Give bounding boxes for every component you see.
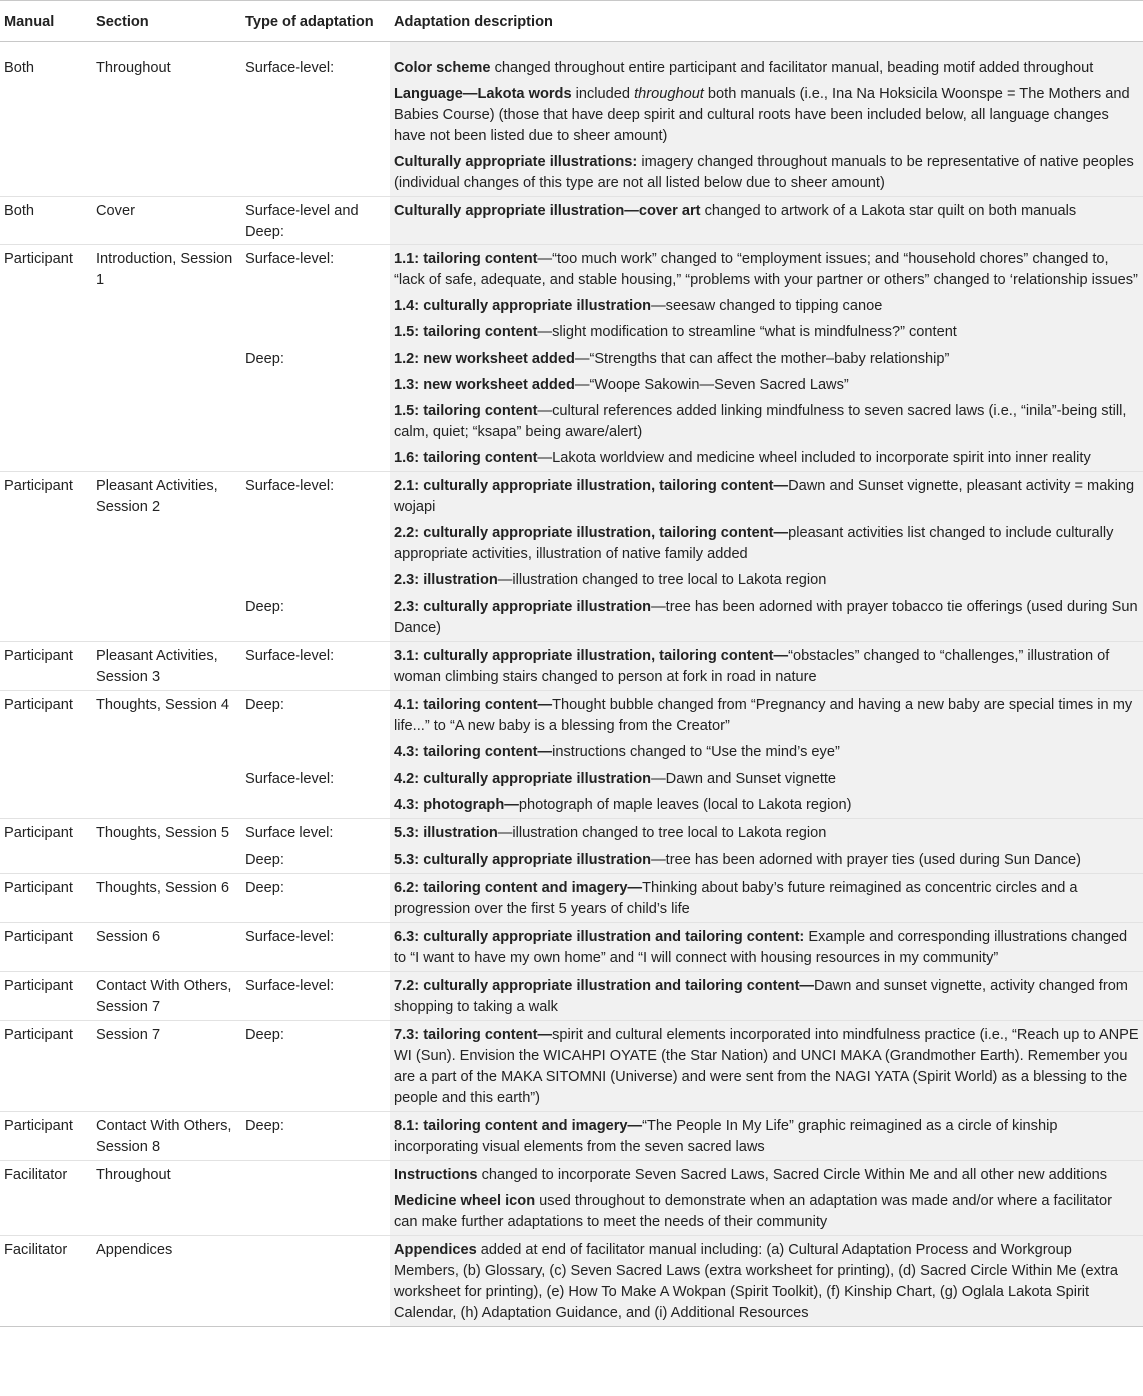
description-text: —illustration changed to tree local to Lakota region [497,572,827,588]
description-heading: 1.2: new worksheet added [394,351,575,367]
cell-description [390,197,1143,245]
table-row [0,1021,1143,1112]
description-text: added at end of facilitator manual including: (a) Cultural Adaptation Process and Workgroup Members, (b) Glossary, (c) Seven Sacred Laws (extra worksheet for printing), (d) Sacred Circle Within Me (extra worksheet for printing), (e) How To Make A Wokpan (Spirit Toolkit), (f) Kinship Chart, (g) Oglala Lakota Spirit Calendar, (h) Adaptation Guidance, and (i) Additional Resources [394,1242,1118,1321]
description-item [394,769,1139,790]
table-row [0,846,1143,874]
table-row [0,245,1143,346]
cell-type: Surface-level: [245,771,335,787]
description-text: —tree has been adorned with prayer ties (used during Sun Dance) [651,852,1082,868]
table-row [0,972,1143,1021]
cell-type: Deep: [241,1021,390,1112]
cell-section: Introduction, Session 1 [92,245,241,346]
cell-manual: Participant [0,1021,92,1112]
table-row [0,345,1143,472]
cell-description [390,1236,1143,1327]
description-heading: 2.2: culturally appropriate illustration, tailoring content— [394,525,789,541]
description-item [394,795,1139,816]
cell-description [390,642,1143,691]
cell-section: Throughout [96,60,171,76]
description-heading: Instructions [394,1167,478,1183]
description-heading: Color scheme [394,60,491,76]
cell-section: Cover [92,197,241,245]
cell-manual: Participant [0,972,92,1021]
description-item [394,375,1139,396]
description-text: imagery changed throughout manuals to be representative of native peoples (individual changes of this type are not all listed below due to sheer amount) [394,154,1134,191]
header-manual: Manual [0,1,92,42]
cell-manual: Participant [0,642,92,691]
description-text: included [571,86,635,102]
header-description: Adaptation description [390,1,1143,42]
cell-description [390,1021,1143,1112]
table-row [0,1161,1143,1236]
cell-description [390,691,1143,766]
cell-type [241,1161,390,1236]
description-item [394,476,1139,518]
description-heading: 2.3: culturally appropriate illustration [394,599,652,615]
cell-description [390,472,1143,594]
cell-type: Deep: [241,1112,390,1161]
cell-manual [0,345,92,472]
description-heading: 1.4: culturally appropriate illustration [394,298,652,314]
description-item [394,58,1139,79]
description-heading: 8.1: tailoring content and imagery— [394,1118,643,1134]
cell-type: Surface-level: [241,972,390,1021]
cell-section: Session 6 [92,923,241,972]
description-text: —Dawn and Sunset vignette [651,771,837,787]
cell-type [241,1236,390,1327]
cell-type: Deep: [241,874,390,923]
description-heading: Culturally appropriate illustration—cover art [394,203,701,219]
cell-type: Surface-level: [245,60,335,76]
table-row [0,1236,1143,1327]
cell-description [390,1112,1143,1161]
description-item [394,976,1139,1018]
description-heading: 2.1: culturally appropriate illustration, tailoring content— [394,478,789,494]
description-text: —“Strengths that can affect the mother–baby relationship” [574,351,950,367]
table-row [0,472,1143,594]
table-body [0,42,1143,1327]
header-type: Type of adaptation [241,1,390,42]
cell-section: Appendices [92,1236,241,1327]
description-text: spirit and cultural elements incorporated into mindfulness practice (i.e., “Reach up to ANPE WI (Sun). Envision the WICAHPI OYATE (the Star Nation) and UNCI MAKA (Grandmother Earth). Remember you are a part of the MAKA SITOMNI (Universe) and were sent from the NAGI YATA (Spirit World) as a blessing to the people and this earth”) [394,1027,1139,1106]
description-text: —tree has been adorned with prayer tobacco tie offerings (used during Sun Dance) [394,599,1138,636]
cell-type: Deep: [245,599,284,615]
cell-section [92,345,241,472]
cell-section [92,846,241,874]
description-text: pleasant activities list changed to include culturally appropriate activities, illustration of native family added [394,525,1114,562]
description-item [394,523,1139,565]
cell-section [92,593,241,642]
description-item [394,1191,1139,1233]
description-text: both manuals (i.e., Ina Na Hoksicila Woonspe = The Mothers and Babies Course) (those that have deep spirit and cultural roots have been included below, all language changes have not been listed due to sheer amount) [394,86,1130,144]
cell-type: Surface-level: [241,642,390,691]
description-item [394,322,1139,343]
description-text: used throughout to demonstrate when an adaptation was made and/or where a facilitator can make further adaptations to meet the needs of their community [394,1193,1112,1230]
description-emphasis: throughout [634,86,704,102]
description-heading: 4.3: photograph— [394,797,519,813]
cell-section: Thoughts, Session 5 [92,819,241,847]
description-item [394,152,1139,194]
description-text: Thinking about baby’s future reimagined as concentric circles and a progression over the first 5 years of child’s life [394,880,1078,917]
cell-type: Surface-level: [241,245,390,346]
cell-manual [0,846,92,874]
description-heading: Language—Lakota words [394,86,572,102]
table-row [0,819,1143,847]
description-item [394,1116,1139,1158]
cell-manual: Both [0,197,92,245]
cell-manual: Participant [0,1112,92,1161]
description-heading: 1.5: tailoring content [394,324,538,340]
description-text: —illustration changed to tree local to Lakota region [497,825,827,841]
cell-section: Pleasant Activities, Session 3 [92,642,241,691]
cell-type: Deep: [245,852,284,868]
description-text: —“too much work” changed to “employment issues; and “household chores” changed to, “lack of safe, adequate, and stable housing,” “problems with your partner or others” changed to ‘relationship issues” [394,251,1138,288]
table-row [0,593,1143,642]
description-text: instructions changed to “Use the mind’s eye” [552,744,840,760]
description-item [394,249,1139,291]
cell-manual: Facilitator [0,1161,92,1236]
description-heading: 1.6: tailoring content [394,450,538,466]
cell-type: Deep: [241,691,390,766]
description-item [394,597,1139,639]
description-item [394,201,1139,222]
description-heading: 2.3: illustration [394,572,498,588]
header-section: Section [92,1,241,42]
description-text: photograph of maple leaves (local to Lakota region) [518,797,852,813]
cell-section: Thoughts, Session 4 [92,691,241,766]
table-row [0,642,1143,691]
cell-manual: Both [4,60,35,76]
description-heading: 7.3: tailoring content— [394,1027,553,1043]
description-item [394,823,1139,844]
table-row [0,691,1143,766]
cell-description [390,874,1143,923]
cell-section: Thoughts, Session 6 [92,874,241,923]
description-text: changed to artwork of a Lakota star quilt on both manuals [700,203,1077,219]
cell-description [390,42,1143,197]
description-heading: 1.5: tailoring content [394,403,538,419]
description-heading: 4.3: tailoring content— [394,744,553,760]
description-heading: 6.3: culturally appropriate illustration and tailoring content: [394,929,805,945]
cell-description [390,972,1143,1021]
cell-description [390,245,1143,346]
cell-type: Deep: [245,351,284,367]
description-item [394,1025,1139,1109]
cell-type: Surface-level: [241,923,390,972]
description-heading: 5.3: illustration [394,825,498,841]
description-text: Thought bubble changed from “Pregnancy and having a new baby are special times in my life...” to “A new baby is a blessing from the Creator” [394,697,1133,734]
description-item [394,401,1139,443]
cell-section: Contact With Others, Session 7 [92,972,241,1021]
description-item [394,349,1139,370]
description-item [394,878,1139,920]
description-item [394,850,1139,871]
cell-manual: Facilitator [0,1236,92,1327]
description-item [394,570,1139,591]
description-text: Example and corresponding illustrations changed to “I want to have my own home” and “I will connect with housing resources in my community” [394,929,1128,966]
description-heading: 4.1: tailoring content— [394,697,553,713]
cell-type: Surface-level: [241,472,390,594]
header-row [0,1,1143,42]
cell-manual: Participant [0,819,92,847]
description-heading: Culturally appropriate illustrations: [394,154,638,170]
table-row [0,874,1143,923]
cell-manual: Participant [0,245,92,346]
description-item [394,448,1139,469]
cell-manual: Participant [0,691,92,766]
description-text: Dawn and sunset vignette, activity changed from shopping to taking a walk [394,978,1128,1015]
description-item [394,1240,1139,1324]
cell-description [390,345,1143,472]
cell-description [390,819,1143,847]
cell-section: Session 7 [92,1021,241,1112]
cell-description [390,923,1143,972]
description-heading: 7.2: culturally appropriate illustration and tailoring content— [394,978,815,994]
description-item [394,695,1139,737]
cell-manual: Participant [0,874,92,923]
cell-manual: Participant [0,923,92,972]
cell-section [92,765,241,819]
cell-type: Surface-level and Deep: [241,197,390,245]
cell-description [390,1161,1143,1236]
description-text: —slight modification to streamline “what is mindfulness?” content [537,324,957,340]
table-row [0,42,1143,197]
description-item [394,296,1139,317]
description-heading: 3.1: culturally appropriate illustration, tailoring content— [394,648,789,664]
table-row [0,923,1143,972]
table-row [0,765,1143,819]
cell-description [390,846,1143,874]
description-heading: 6.2: tailoring content and imagery— [394,880,643,896]
description-heading: 5.3: culturally appropriate illustration [394,852,652,868]
description-item [394,646,1139,688]
description-heading: 4.2: culturally appropriate illustration [394,771,652,787]
description-heading: Medicine wheel icon [394,1193,536,1209]
description-text: —Lakota worldview and medicine wheel included to incorporate spirit into inner reality [537,450,1091,466]
table-row [0,1112,1143,1161]
description-text: “The People In My Life” graphic reimagined as a circle of kinship incorporating visual elements from the seven sacred laws [394,1118,1058,1155]
cell-section: Pleasant Activities, Session 2 [92,472,241,594]
description-heading: 1.1: tailoring content [394,251,538,267]
cell-section: Contact With Others, Session 8 [92,1112,241,1161]
description-heading: 1.3: new worksheet added [394,377,575,393]
cell-description [390,765,1143,819]
description-item [394,1165,1139,1186]
cell-manual [0,765,92,819]
cell-manual [0,593,92,642]
cell-section: Throughout [92,1161,241,1236]
description-item [394,742,1139,763]
cell-description [390,593,1143,642]
description-text: changed to incorporate Seven Sacred Laws, Sacred Circle Within Me and all other new additions [477,1167,1108,1183]
description-text: —cultural references added linking mindfulness to seven sacred laws (i.e., “inila”-being still, calm, quiet; “ksapa” being aware/alert) [394,403,1127,440]
description-text: Dawn and Sunset vignette, pleasant activity = making wojapi [394,478,1135,515]
cell-manual: Participant [0,472,92,594]
description-text: —seesaw changed to tipping canoe [651,298,883,314]
description-item [394,84,1139,147]
description-text: changed throughout entire participant and facilitator manual, beading motif added throughout [490,60,1094,76]
cell-type: Surface level: [241,819,390,847]
table-row [0,197,1143,245]
description-heading: Appendices [394,1242,477,1258]
description-text: —“Woope Sakowin—Seven Sacred Laws” [574,377,849,393]
description-item [394,927,1139,969]
description-text: “obstacles” changed to “challenges,” illustration of woman climbing stairs changed to person at fork in road in nature [394,648,1110,685]
